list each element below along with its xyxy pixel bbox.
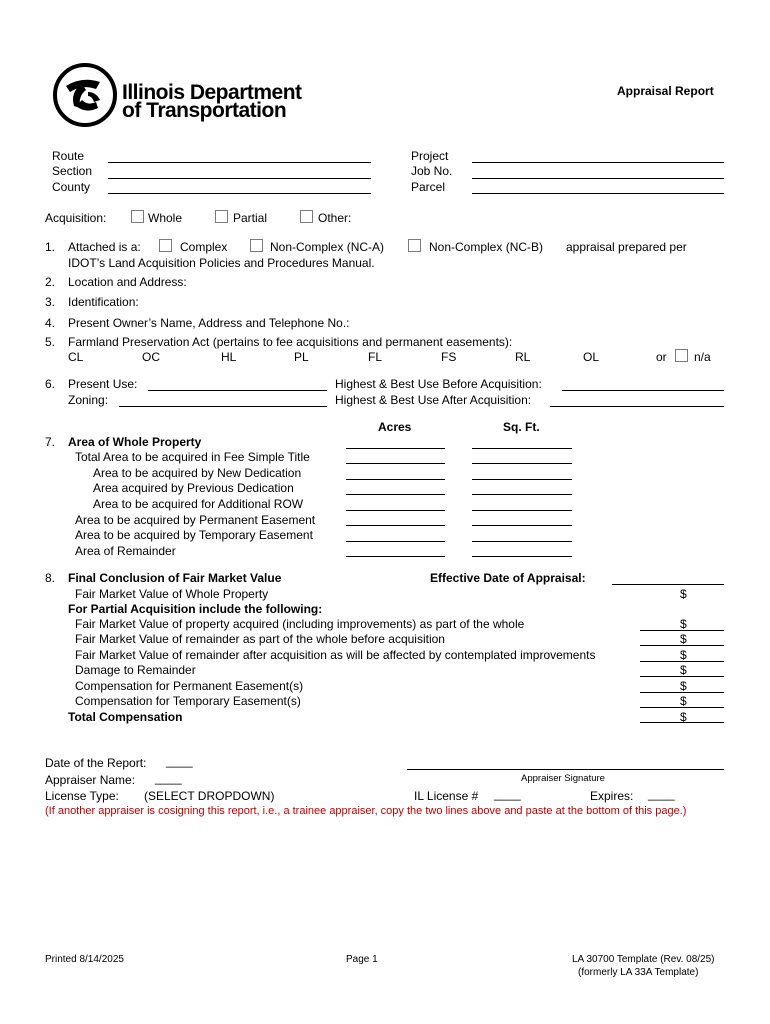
prepared-per-text: appraisal prepared per <box>566 240 687 254</box>
hbu-before-label: Highest & Best Use Before Acquisition: <box>335 377 542 391</box>
area-title: Area of Whole Property <box>68 435 202 449</box>
route-field[interactable] <box>108 162 371 163</box>
area-row-label: Area acquired by Previous Dedication <box>93 481 294 495</box>
present-use-label: Present Use: <box>68 377 138 391</box>
farm-code-fl: FL <box>368 350 383 364</box>
total-compensation-field[interactable] <box>640 722 724 723</box>
or-text: or <box>656 350 667 364</box>
dollar-sign: $ <box>680 632 687 646</box>
license-type-label: License Type: <box>45 789 119 803</box>
partial-row-label: Fair Market Value of property acquired (including improvements) as part of the whole <box>75 617 525 631</box>
sqft-field[interactable] <box>472 541 572 542</box>
page-number: Page 1 <box>346 954 378 965</box>
farmland-label: Farmland Preservation Act (pertains to fee acquisitions and permanent easements): <box>68 335 513 349</box>
appraiser-name-label: Appraiser Name: <box>45 773 136 787</box>
signature-line[interactable] <box>407 769 724 770</box>
acres-field[interactable] <box>346 510 445 511</box>
present-use-field[interactable] <box>148 390 327 391</box>
signature-caption: Appraiser Signature <box>521 773 605 784</box>
total-compensation-label: Total Compensation <box>68 710 183 724</box>
sqft-header: Sq. Ft. <box>503 420 540 434</box>
acquisition-label: Acquisition: <box>45 211 107 225</box>
whole-option-label: Whole <box>148 211 183 225</box>
sqft-field[interactable] <box>472 556 572 557</box>
sqft-field[interactable] <box>472 448 572 449</box>
zoning-label: Zoning: <box>68 393 109 407</box>
date-of-report-label: Date of the Report: <box>45 756 147 770</box>
sqft-field[interactable] <box>472 525 572 526</box>
effective-date-field[interactable] <box>612 584 724 585</box>
other-option-label: Other: <box>318 211 352 225</box>
ncb-checkbox[interactable] <box>408 239 421 252</box>
parcel-field[interactable] <box>472 193 724 194</box>
area-row-label: Area to be acquired by New Dedication <box>93 466 302 480</box>
farm-code-oc: OC <box>142 350 160 364</box>
area-row-label: Area to be acquired for Additional ROW <box>93 497 304 511</box>
fmv-whole-label: Fair Market Value of Whole Property <box>75 587 269 601</box>
item-number: 5. <box>45 335 56 349</box>
date-of-report-value[interactable]: ____ <box>166 754 193 768</box>
expires-label: Expires: <box>590 789 634 803</box>
dollar-sign: $ <box>680 587 687 601</box>
template-id: LA 30700 Template (Rev. 08/25) <box>572 954 715 965</box>
section-field[interactable] <box>108 178 371 179</box>
partial-row-label: Compensation for Temporary Easement(s) <box>75 694 301 708</box>
project-field[interactable] <box>472 162 724 163</box>
partial-checkbox[interactable] <box>215 210 228 223</box>
area-row-label: Area to be acquired by Temporary Easement <box>75 528 313 542</box>
expires-value[interactable]: ____ <box>648 787 675 801</box>
printed-date: Printed 8/14/2025 <box>45 954 124 965</box>
sqft-field[interactable] <box>472 479 572 480</box>
job-label: Job No. <box>411 164 453 178</box>
other-checkbox[interactable] <box>300 210 313 223</box>
whole-checkbox[interactable] <box>131 210 144 223</box>
partial-row-label: Compensation for Permanent Easement(s) <box>75 679 304 693</box>
amount-field[interactable] <box>640 676 724 677</box>
acres-field[interactable] <box>346 525 445 526</box>
appraiser-name-value[interactable]: ____ <box>155 771 182 785</box>
amount-field[interactable] <box>640 630 724 631</box>
location-label: Location and Address: <box>68 275 187 289</box>
partial-row-label: Fair Market Value of remainder after acquisition as will be affected by contemplated improvements <box>75 648 596 662</box>
hbu-after-field[interactable] <box>550 406 724 407</box>
attached-label: Attached is a: <box>68 240 141 254</box>
sqft-field[interactable] <box>472 510 572 511</box>
sqft-field[interactable] <box>472 494 572 495</box>
partial-row-label: Damage to Remainder <box>75 663 196 677</box>
acres-field[interactable] <box>346 556 445 557</box>
acres-field[interactable] <box>346 494 445 495</box>
project-label: Project <box>411 149 449 163</box>
dollar-sign: $ <box>680 617 687 631</box>
amount-field[interactable] <box>640 692 724 693</box>
item-number: 7. <box>45 435 56 449</box>
hbu-before-field[interactable] <box>562 390 724 391</box>
area-row-label: Total Area to be acquired in Fee Simple Title <box>75 450 310 464</box>
na-label: n/a <box>694 350 711 364</box>
acres-field[interactable] <box>346 448 445 449</box>
na-checkbox[interactable] <box>675 349 688 362</box>
item-number: 6. <box>45 377 56 391</box>
area-row-label: Area to be acquired by Permanent Easement <box>75 513 316 527</box>
il-license-value[interactable]: ____ <box>494 787 521 801</box>
farm-code-hl: HL <box>221 350 237 364</box>
sqft-field[interactable] <box>472 463 572 464</box>
license-type-dropdown[interactable]: (SELECT DROPDOWN) <box>144 789 275 803</box>
partial-heading: For Partial Acquisition include the following: <box>68 602 323 616</box>
dollar-sign: $ <box>680 648 687 662</box>
nca-label: Non-Complex (NC-A) <box>270 240 385 254</box>
idot-logo-icon <box>52 62 118 128</box>
owner-label: Present Owner’s Name, Address and Telephone No.: <box>68 316 350 330</box>
acres-field[interactable] <box>346 479 445 480</box>
conclusion-title: Final Conclusion of Fair Market Value <box>68 571 282 585</box>
nca-checkbox[interactable] <box>250 239 263 252</box>
hbu-after-label: Highest & Best Use After Acquisition: <box>335 393 532 407</box>
county-field[interactable] <box>108 193 371 194</box>
amount-field[interactable] <box>640 707 724 708</box>
page-title: Appraisal Report <box>617 84 714 98</box>
manual-text: IDOT’s Land Acquisition Policies and Procedures Manual. <box>68 256 375 270</box>
il-license-label: IL License # <box>414 789 479 803</box>
identification-label: Identification: <box>68 295 139 309</box>
farm-code-cl: CL <box>68 350 84 364</box>
amount-field[interactable] <box>640 661 724 662</box>
former-template-id: (formerly LA 33A Template) <box>578 967 699 978</box>
acres-header: Acres <box>378 420 412 434</box>
job-field[interactable] <box>472 178 724 179</box>
partial-option-label: Partial <box>233 211 268 225</box>
farm-code-rl: RL <box>515 350 531 364</box>
dollar-sign: $ <box>680 710 687 724</box>
farm-code-ol: OL <box>583 350 600 364</box>
farm-code-fs: FS <box>441 350 457 364</box>
item-number: 8. <box>45 571 56 585</box>
agency-name-line2: of Transportation <box>122 99 287 122</box>
partial-row-label: Fair Market Value of remainder as part of the whole before acquisition <box>75 632 445 646</box>
complex-checkbox[interactable] <box>159 239 172 252</box>
route-label: Route <box>52 149 85 163</box>
farm-code-pl: PL <box>294 350 309 364</box>
complex-label: Complex <box>180 240 228 254</box>
dollar-sign: $ <box>680 663 687 677</box>
effective-date-label: Effective Date of Appraisal: <box>430 571 586 585</box>
section-label: Section <box>52 164 93 178</box>
dollar-sign: $ <box>680 694 687 708</box>
ncb-label: Non-Complex (NC-B) <box>429 240 544 254</box>
county-label: County <box>52 180 91 194</box>
cosign-note: (If another appraiser is cosigning this report, i.e., a trainee appraiser, copy the two lines above and paste at the bottom of this page.) <box>45 805 687 817</box>
zoning-field[interactable] <box>119 406 327 407</box>
item-number: 3. <box>45 295 56 309</box>
fmv-whole-field[interactable] <box>640 600 724 601</box>
amount-field[interactable] <box>640 645 724 646</box>
area-row-label: Area of Remainder <box>75 544 176 558</box>
item-number: 4. <box>45 316 56 330</box>
item-number: 2. <box>45 275 56 289</box>
item-number: 1. <box>45 240 56 254</box>
acres-field[interactable] <box>346 541 445 542</box>
dollar-sign: $ <box>680 679 687 693</box>
agency-name-line1: Illinois Department <box>122 81 302 104</box>
parcel-label: Parcel <box>411 180 446 194</box>
acres-field[interactable] <box>346 463 445 464</box>
